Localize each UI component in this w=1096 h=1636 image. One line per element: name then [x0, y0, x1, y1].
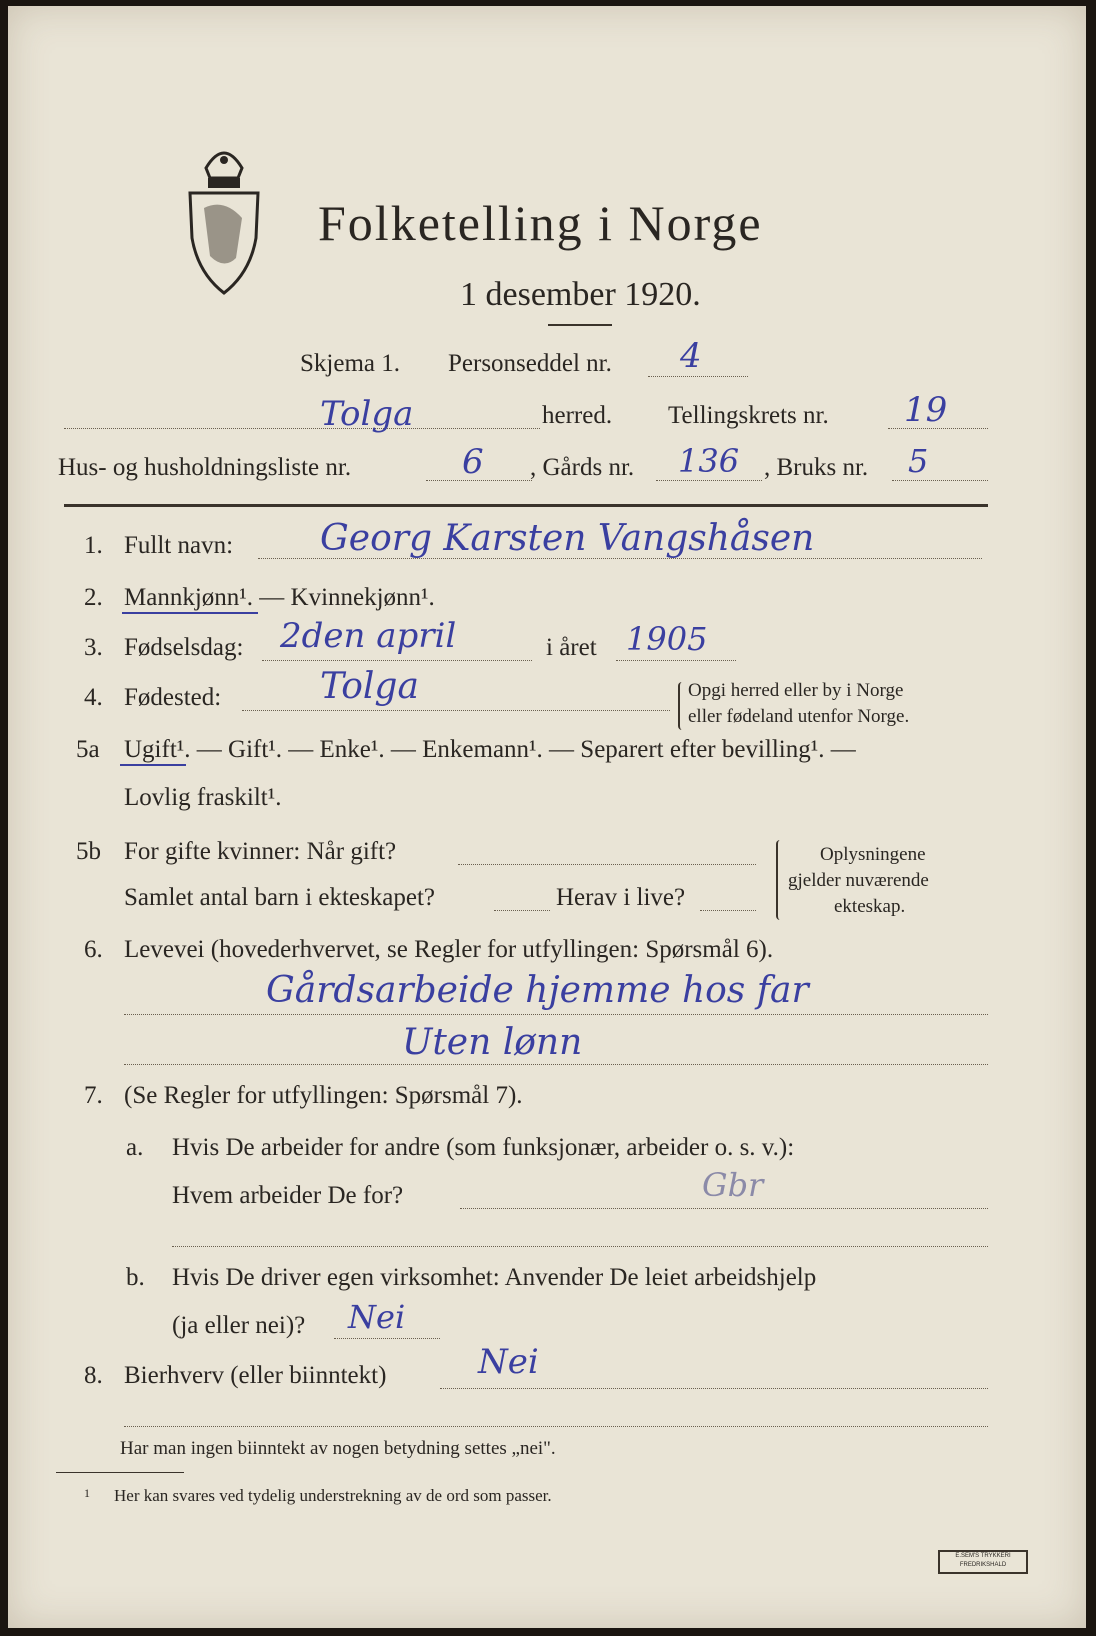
q7a-label: Hvis De arbeider for andre (som funksjonær, arbeider o. s. v.): — [172, 1134, 795, 1161]
q4-note-2: eller fødeland utenfor Norge. — [688, 706, 910, 727]
q7-number: 7. — [84, 1082, 103, 1109]
herred-line — [64, 428, 540, 429]
footnote-text: Her kan svares ved tydelig understrekning av de ord som passer. — [114, 1486, 552, 1505]
census-form-page — [8, 6, 1086, 1628]
q7a-line — [460, 1208, 988, 1209]
q3-value: 2den april — [280, 616, 457, 656]
q4-number: 4. — [84, 684, 103, 711]
q5a-label: Ugift¹. — Gift¹. — Enke¹. — Enkemann¹. — Separert efter bevilling¹. — — [124, 736, 856, 763]
q4-brace — [678, 682, 686, 730]
q5b-label-3: Herav i live? — [556, 884, 686, 911]
tellingskrets-label: Tellingskrets nr. — [668, 402, 829, 429]
q6-value-1: Gårdsarbeide hjemme hos far — [266, 970, 809, 1011]
gards-line — [656, 480, 762, 481]
q7b-label: Hvis De driver egen virksomhet: Anvender De leiet arbeidshjelp — [172, 1264, 817, 1291]
footer-note: Har man ingen biinntekt av nogen betydning settes „nei". — [120, 1438, 556, 1459]
q3-label: Fødselsdag: — [124, 634, 244, 661]
q5b-brace — [776, 840, 784, 920]
personseddel-value: 4 — [680, 336, 702, 376]
q5b-note-1: Oplysningene — [820, 844, 926, 865]
personseddel-label: Personseddel nr. — [448, 350, 612, 377]
q2-underline-mannkjonn — [122, 612, 258, 614]
q8-label: Bierhverv (eller biinntekt) — [124, 1362, 387, 1389]
q5b-note-3: ekteskap. — [834, 896, 906, 917]
skjema-label: Skjema 1. — [300, 350, 400, 377]
q4-value: Tolga — [320, 666, 419, 707]
husholdningsliste-label: Hus- og husholdningsliste nr. — [58, 454, 352, 481]
q5b-number: 5b — [76, 838, 101, 865]
title-divider — [548, 324, 612, 326]
gards-value: 136 — [678, 442, 740, 480]
q5b-label: For gifte kvinner: Når gift? — [124, 838, 397, 865]
q5b-when-line — [458, 864, 756, 865]
q3-year-value: 1905 — [626, 620, 708, 658]
herred-label: herred. — [542, 402, 613, 429]
footnote-divider — [56, 1472, 184, 1473]
q3-date-line — [262, 660, 532, 661]
q5b-children-line — [494, 910, 550, 911]
q7b-line — [334, 1338, 440, 1339]
q7a-label-2: Hvem arbeider De for? — [172, 1182, 404, 1209]
printer-stamp — [938, 1550, 1028, 1574]
q6-value-2: Uten lønn — [402, 1022, 583, 1063]
q3-year-line — [616, 660, 736, 661]
bruks-label: , Bruks nr. — [764, 454, 869, 481]
q5b-note-2: gjelder nuværende — [788, 870, 929, 891]
q4-label: Fødested: — [124, 684, 222, 711]
q6-label: Levevei (hovederhvervet, se Regler for utfyllingen: Spørsmål 6). — [124, 936, 774, 963]
header-separator — [64, 504, 988, 507]
q7a-line-2 — [172, 1246, 988, 1247]
bruks-value: 5 — [908, 442, 929, 480]
q7b-value: Nei — [348, 1298, 406, 1336]
husholdningsliste-value: 6 — [462, 442, 484, 482]
q3-year-label: i året — [546, 634, 597, 661]
q5a-number: 5a — [76, 736, 100, 763]
footnote-mark: 1 — [84, 1486, 90, 1500]
herred-value: Tolga — [320, 394, 414, 434]
q5a-underline-ugift — [120, 764, 186, 766]
q4-line — [242, 710, 670, 711]
q7b-label-2: (ja eller nei)? — [172, 1312, 306, 1339]
gards-label: , Gårds nr. — [530, 454, 635, 481]
q6-line-1 — [124, 1014, 988, 1015]
page-title: Folketelling i Norge — [318, 195, 763, 251]
q5a-label-2: Lovlig fraskilt¹. — [124, 784, 282, 811]
norwegian-lion-crest-icon — [184, 138, 264, 298]
printer-stamp-line-2: FREDRIKSHALD — [959, 1562, 1007, 1568]
q8-value: Nei — [478, 1342, 539, 1382]
q8-line — [440, 1388, 988, 1389]
personseddel-line — [648, 376, 748, 377]
tellingskrets-value: 19 — [904, 390, 948, 430]
q5b-alive-line — [700, 910, 756, 911]
q6-number: 6. — [84, 936, 103, 963]
q1-label: Fullt navn: — [124, 532, 234, 559]
q5b-label-2: Samlet antal barn i ekteskapet? — [124, 884, 435, 911]
printer-stamp-line-1: E.SEM'S TRYKKERI — [955, 1553, 1011, 1559]
q2-number: 2. — [84, 584, 103, 611]
q8-number: 8. — [84, 1362, 103, 1389]
q4-note-1: Opgi herred eller by i Norge — [688, 680, 904, 701]
q1-number: 1. — [84, 532, 103, 559]
q2-label: Mannkjønn¹. — Kvinnekjønn¹. — [124, 584, 435, 611]
q7b-letter: b. — [126, 1264, 145, 1291]
bruks-line — [892, 480, 988, 481]
q8-line-2 — [124, 1426, 988, 1427]
q1-value: Georg Karsten Vangshåsen — [320, 518, 815, 559]
q6-line-2 — [124, 1064, 988, 1065]
q7a-value: Gbr — [702, 1166, 764, 1204]
q3-number: 3. — [84, 634, 103, 661]
q7-label: (Se Regler for utfyllingen: Spørsmål 7). — [124, 1082, 523, 1109]
page-subtitle: 1 desember 1920. — [460, 276, 701, 313]
q7a-letter: a. — [126, 1134, 144, 1161]
